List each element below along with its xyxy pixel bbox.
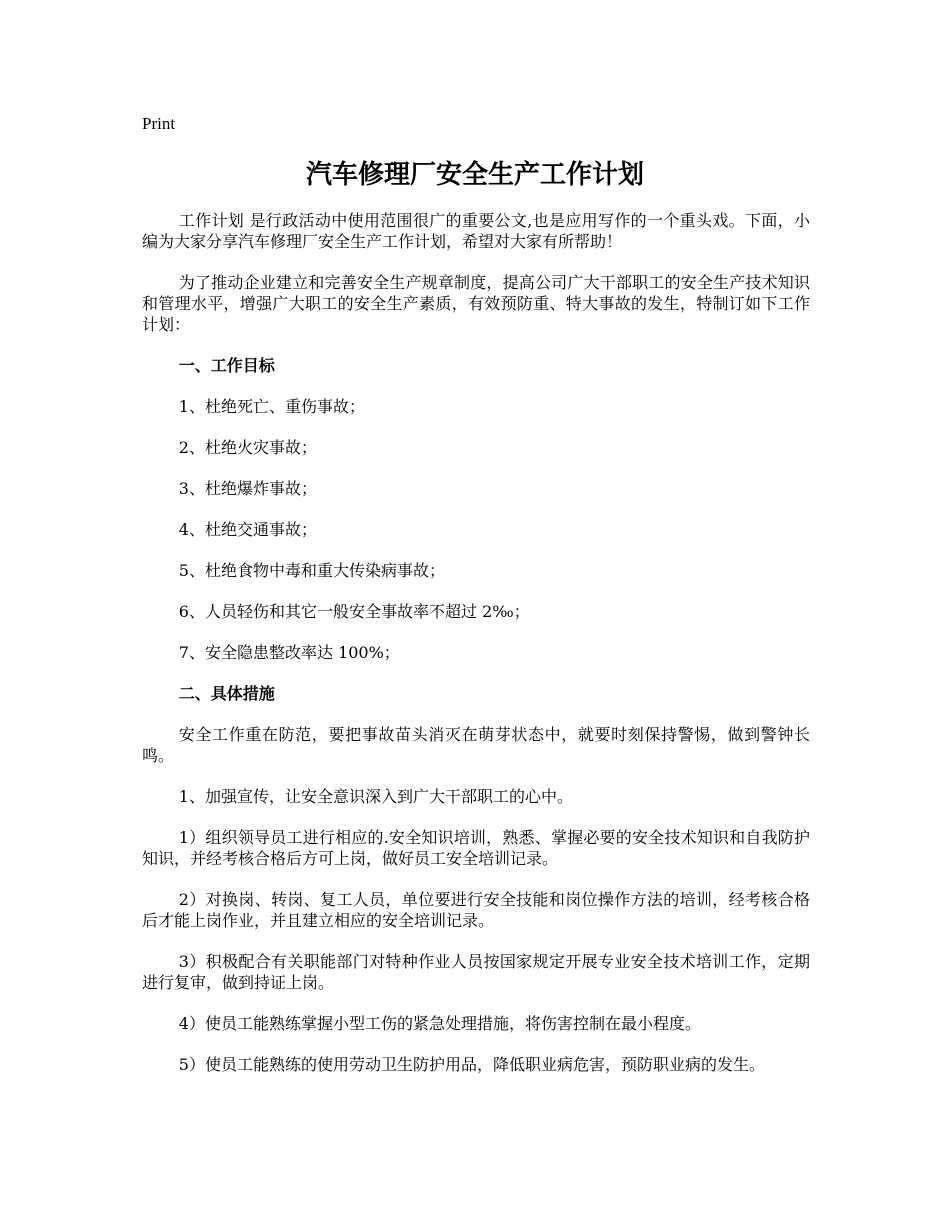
goal-item: 5、杜绝食物中毒和重大传染病事故； xyxy=(178,561,445,580)
goal-item: 2、杜绝火灾事故； xyxy=(178,438,317,457)
goal-item: 1、杜绝死亡、重伤事故； xyxy=(178,397,365,416)
print-label: Print xyxy=(142,114,176,133)
measure-item: 5）使员工能熟练的使用劳动卫生防护用品，降低职业病危害，预防职业病的发生。 xyxy=(178,1055,765,1074)
goal-item: 6、人员轻伤和其它一般安全事故率不超过 2‰； xyxy=(178,602,530,621)
measure-heading: 1、加强宣传，让安全意识深入到广大干部职工的心中。 xyxy=(178,787,573,806)
measure-item: 2）对换岗、转岗、复工人员，单位要进行安全技能和岗位操作方法的培训，经考核合格后才能上岗作业，并且建立相应的安全培训记录。 xyxy=(142,890,810,930)
goal-item: 7、安全隐患整改率达 100%； xyxy=(178,643,400,662)
section-heading-measures: 二、具体措施 xyxy=(178,684,275,703)
measure-item: 3）积极配合有关职能部门对特种作业人员按国家规定开展专业安全技术培训工作，定期进行复审，做到持证上岗。 xyxy=(142,952,810,992)
section-heading-goals: 一、工作目标 xyxy=(178,356,275,375)
goal-item: 3、杜绝爆炸事故； xyxy=(178,479,317,498)
purpose-paragraph: 为了推动企业建立和完善安全生产规章制度，提高公司广大干部职工的安全生产技术知识和管理水平，增强广大职工的安全生产素质，有效预防重、特大事故的发生，特制订如下工作计划： xyxy=(142,273,810,334)
measure-item: 1）组织领导员工进行相应的.安全知识培训，熟悉、掌握必要的安全技术知识和自我防护知识，并经考核合格后方可上岗，做好员工安全培训记录。 xyxy=(142,828,810,868)
document-title: 汽车修理厂安全生产工作计划 xyxy=(305,160,644,190)
goal-item: 4、杜绝交通事故； xyxy=(178,520,317,539)
document-body xyxy=(142,210,810,1095)
intro-paragraph: 工作计划 是行政活动中使用范围很广的重要公文,也是应用写作的一个重头戏。下面，小编为大家分享汽车修理厂安全生产工作计划，希望对大家有所帮助！ xyxy=(142,211,810,251)
measure-item: 4）使员工能熟练掌握小型工伤的紧急处理措施，将伤害控制在最小程度。 xyxy=(178,1014,701,1033)
measures-intro-paragraph: 安全工作重在防范，要把事故苗头消灭在萌芽状态中，就要时刻保持警惕，做到警钟长鸣。 xyxy=(142,725,810,765)
